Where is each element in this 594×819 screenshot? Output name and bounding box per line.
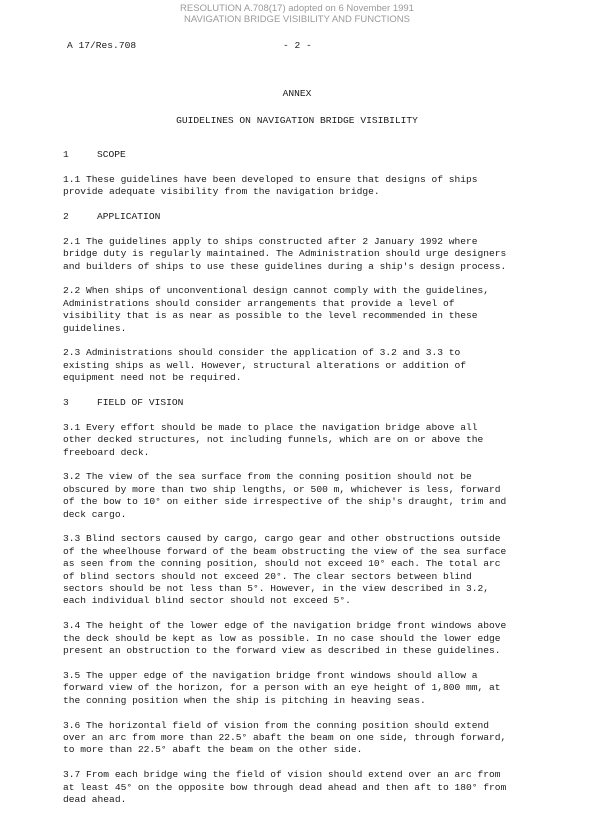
paragraph-2-1: 2.1 The guidelines apply to ships constructed after 2 January 1992 where bridge duty is regularly maintained. The Administration should urge designers and builders of ships to use these guidelines during a ship's design process. [63,235,507,272]
watermark [0,3,594,25]
paragraph-3-3: 3.3 Blind sectors caused by cargo, cargo gear and other obstructions outside of the wheelhouse forward of the beam obstructing the view of the sea surface as seen from the conning position, should not exceed 10° each. The total arc of blind sectors should not exceed 20°. The clear sectors between blind sectors should be not less than 5°. However, in the view described in 3.2, each individual blind sector should not exceed 5°. [63,533,507,607]
watermark-line-1: RESOLUTION A.708(17) adopted on 6 November 1991 [180,3,414,14]
section-heading: FIELD OF VISION [97,397,184,409]
section-heading: APPLICATION [97,211,161,222]
paragraph-3-4: 3.4 The height of the lower edge of the navigation bridge front windows above the deck should be kept as low as possible. In no case should the lower edge present an obstruction to the forward view as described in these guidelines. [63,620,507,657]
document-reference: A 17/Res.708 [67,40,137,51]
watermark-line-2: NAVIGATION BRIDGE VISIBILITY AND FUNCTIONS [184,14,410,25]
page-number: - 2 - [283,40,312,51]
paragraph-3-5: 3.5 The upper edge of the navigation bridge front windows should allow a forward view of the horizon, for a person with an eye height of 1,800 mm, at the conning position when the ship is pitching in heaving seas. [63,669,501,706]
document-body [63,149,553,819]
paragraph-2-3: 2.3 Administrations should consider the application of 3.2 and 3.3 to existing ships as well. However, structural alterations or addition of equipment need not be required. [63,347,467,384]
paragraph-1-1: 1.1 These guidelines have been developed to ensure that designs of ships provide adequate visibility from the navigation bridge. [63,173,478,198]
section-heading-application [63,211,553,223]
section-heading-scope [63,149,553,161]
paragraph-3-2: 3.2 The view of the sea surface from the conning position should not be obscured by more than two ship lengths, or 500 m, whichever is less, forward of the bow to 10° on either side irrespective of the ship's draught, trim and deck cargo. [63,471,507,520]
paragraph-3-7: 3.7 From each bridge wing the field of vision should extend over an arc from at least 45° on the opposite bow through dead ahead and then aft to 180° from dead ahead. [63,769,507,805]
paragraph-2-2: 2.2 When ships of unconventional design cannot comply with the guidelines, Administrations should consider arrangements that provide a level of visibility that is as near as possible to the level recommended in these guidelines. [63,285,490,334]
document-title: GUIDELINES ON NAVIGATION BRIDGE VISIBILITY [176,115,418,126]
section-heading-field-of-vision [63,397,553,409]
section-number: 2 [63,211,69,222]
section-heading: SCOPE [97,149,126,160]
paragraph-3-1: 3.1 Every effort should be made to place the navigation bridge above all other decked structures, not including funnels, which are on or above the freeboard deck. [63,421,484,458]
paragraph-3-6: 3.6 The horizontal field of vision from the conning position should extend over an arc from more than 22.5° abaft the beam on one side, through forward, to more than 22.5° abaft the beam on the other side. [63,719,507,756]
section-number: 1 [63,149,69,160]
annex-title: ANNEX [282,88,312,99]
section-number: 3 [63,397,69,409]
